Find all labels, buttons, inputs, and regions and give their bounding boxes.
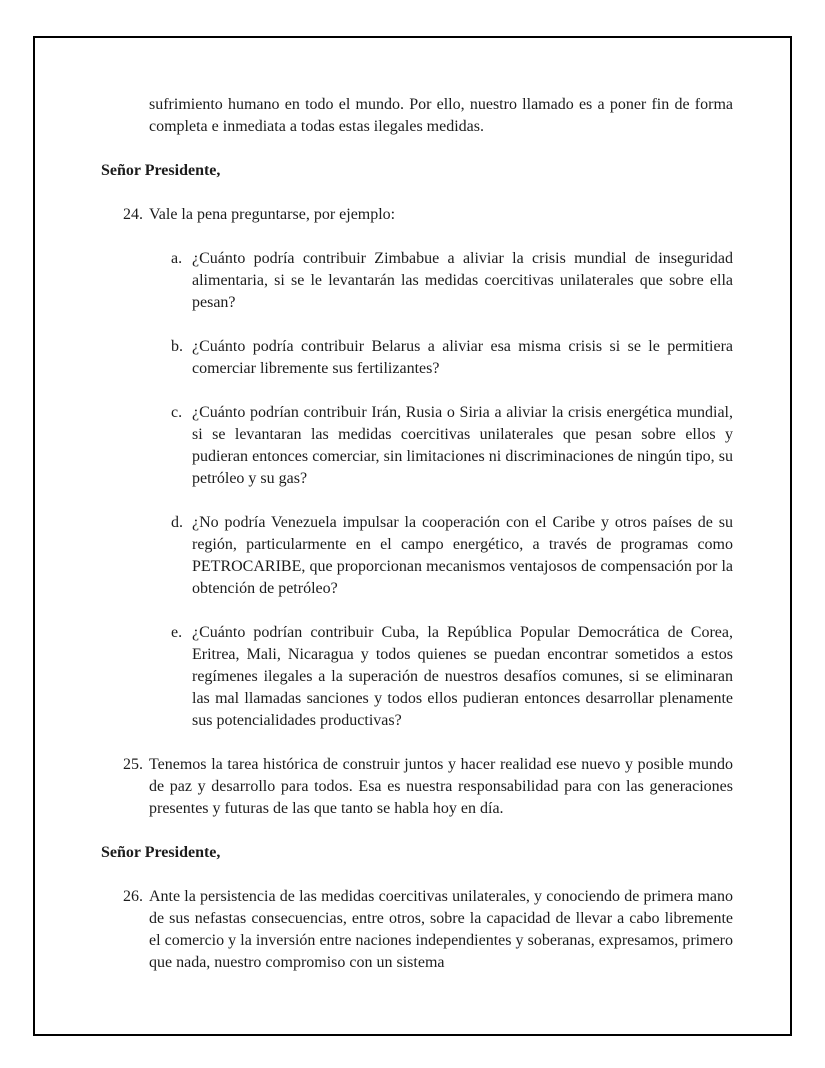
lettered-item-d <box>171 512 733 600</box>
salutation-heading-1: Señor Presidente, <box>101 162 221 179</box>
item-text-c: ¿Cuánto podrían contribuir Irán, Rusia o Siria a aliviar la crisis energética mundial, si se levantaran las medidas coercitivas unilaterales que pesan sobre ellos y pudieran entonces comerciar, sin limitaciones ni discriminaciones de ningún tipo, su petróleo y su gas? <box>192 404 733 487</box>
item-number-25: 25. <box>123 756 143 773</box>
item-letter-e: e. <box>171 624 183 641</box>
item-text-b: ¿Cuánto podría contribuir Belarus a aliviar esa misma crisis si se le permitiera comerciar libremente sus fertilizantes? <box>192 338 733 377</box>
item-text-25: Tenemos la tarea histórica de construir juntos y hacer realidad ese nuevo y posible mundo de paz y desarrollo para todos. Esa es nuestra responsabilidad para con las generaciones presentes y futuras de las que tanto se habla hoy en día. <box>149 756 733 817</box>
item-letter-a: a. <box>171 250 183 267</box>
item-number-26: 26. <box>123 888 143 905</box>
lettered-item-b <box>171 336 733 380</box>
salutation-heading-2: Señor Presidente, <box>101 844 221 861</box>
numbered-item-26 <box>123 886 733 974</box>
item-text-24: Vale la pena preguntarse, por ejemplo: <box>149 206 396 223</box>
item-letter-c: c. <box>171 404 183 421</box>
numbered-item-25 <box>123 754 733 820</box>
item-letter-d: d. <box>171 514 183 531</box>
item-number-24: 24. <box>123 206 143 223</box>
lettered-item-c <box>171 402 733 490</box>
numbered-item-24 <box>123 204 733 226</box>
paragraph-continuation: sufrimiento humano en todo el mundo. Por ello, nuestro llamado es a poner fin de forma completa e inmediata a todas estas ilegales medidas. <box>149 96 733 135</box>
lettered-item-a <box>171 248 733 314</box>
page-border <box>33 36 792 1036</box>
item-text-a: ¿Cuánto podría contribuir Zimbabue a aliviar la crisis mundial de inseguridad alimentaria, si se le levantarán las medidas coercitivas unilaterales que sobre ella pesan? <box>192 250 733 311</box>
item-text-d: ¿No podría Venezuela impulsar la cooperación con el Caribe y otros países de su región, particularmente en el campo energético, a través de programas como PETROCARIBE, que proporcionan mecanismos ventajosos de compensación por la obtención de petróleo? <box>192 514 733 597</box>
item-text-26: Ante la persistencia de las medidas coercitivas unilaterales, y conociendo de primera mano de sus nefastas consecuencias, entre otros, sobre la capacidad de llevar a cabo libremente el comercio y la inversión entre naciones independientes y soberanas, expresamos, primero que nada, nuestro compromiso con un sistema <box>149 888 733 971</box>
item-letter-b: b. <box>171 338 183 355</box>
lettered-item-e <box>171 622 733 732</box>
item-text-e: ¿Cuánto podrían contribuir Cuba, la República Popular Democrática de Corea, Eritrea, Mali, Nicaragua y todos quienes se puedan encontrar sometidos a estos regímenes ilegales a la superación de nuestros desafíos comunes, si se eliminaran las mal llamadas sanciones y todos ellos pudieran entonces desarrollar plenamente sus potencialidades productivas? <box>192 624 733 729</box>
